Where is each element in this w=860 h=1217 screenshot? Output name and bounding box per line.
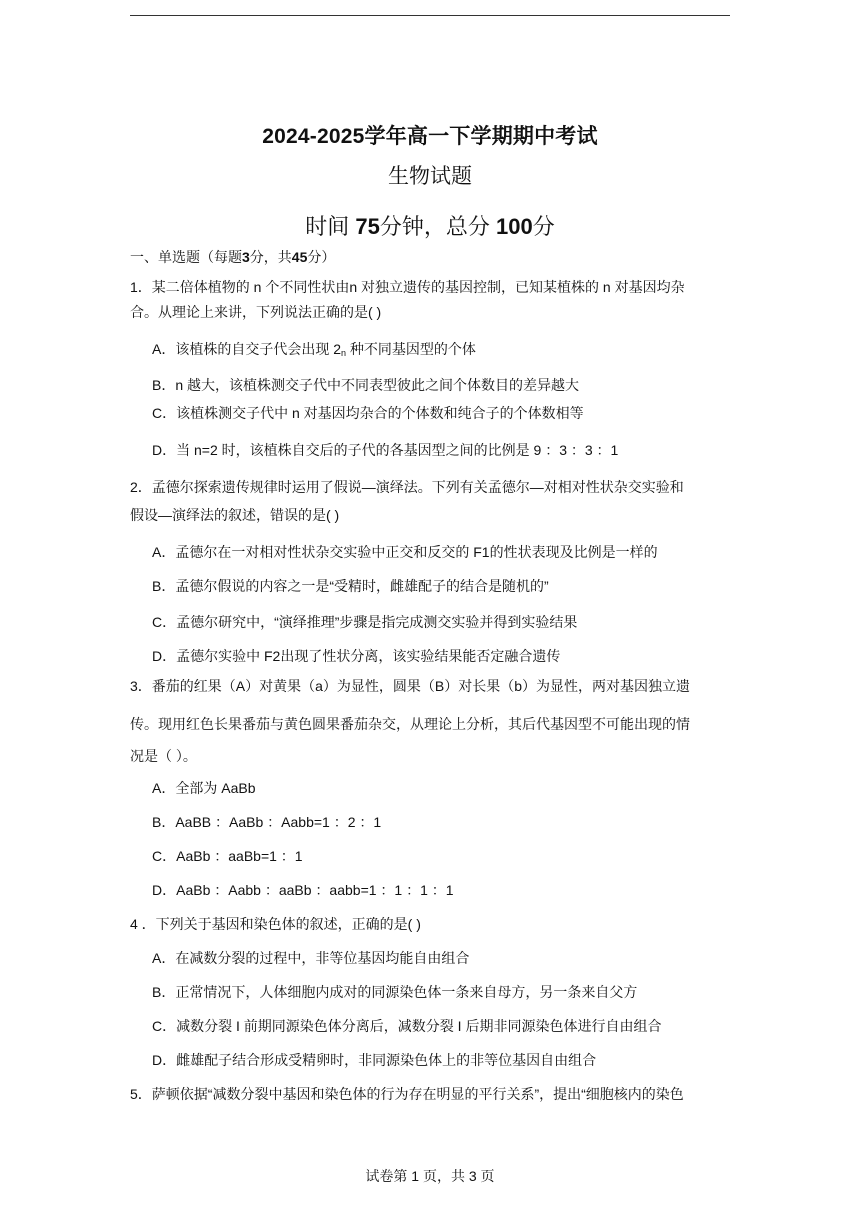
question-1-option-a [152,339,476,363]
top-rule [130,15,730,16]
question-1-option-d: D．当 n=2 时，该植株自交后的子代的各基因型之间的比例是 9 ：3 ：3 ：1 [152,442,619,458]
question-5-stem: 5．萨顿依据“减数分裂中基因和染色体的行为存在明显的平行关系”，提出“细胞核内的染色 [130,1086,684,1102]
question-1-stem-line-1: 1．某二倍体植物的 n 个不同性状由n 对独立遗传的基因控制，已知某植株的 n 对基因均杂 [130,279,685,295]
option-a-exponent: n [341,348,347,358]
question-3-stem-line-1: 3．番茄的红果（A）对黄果（a）为显性，圆果（B）对长果（b）为显性，两对基因独立遗 [130,678,691,694]
question-3-stem-line-3: 况是（ ）。 [130,748,197,764]
question-4-option-d: D．雌雄配子结合形成受精卵时，非同源染色体上的非等位基因自由组合 [152,1052,597,1068]
score-unit: 分 [532,214,555,239]
question-4-option-b: B．正常情况下，人体细胞内成对的同源染色体一条来自母方，另一条来自父方 [152,984,638,1000]
question-2-option-c: C．孟德尔研究中，“演绎推理”步骤是指完成测交实验并得到实验结果 [152,614,578,630]
time-prefix: 时间 [305,214,350,239]
exam-time-score [0,210,860,241]
option-a-tail: 种不同基因型的个体 [346,341,476,357]
question-3-stem-line-2: 传。现用红色长果番茄与黄色圆果番茄杂交，从理论上分析，其后代基因型不可能出现的情 [130,716,690,732]
question-2-stem-line-1: 2．孟德尔探索遗传规律时运用了假说—演绎法。下列有关孟德尔—对相对性状杂交实验和 [130,479,684,495]
question-1-option-b: B．n 越大，该植株测交子代中不同表型彼此之间个体数目的差异越大 [152,377,580,393]
question-3-option-c: C．AaBb ：aaBb=1 ：1 [152,848,303,864]
exam-title: 2024-2025学年高一下学期期中考试 [262,125,598,148]
time-unit: 分钟，总分 [379,214,490,239]
page-footer: 试卷第 1 页，共 3 页 [365,1168,495,1184]
option-a-text: A．该植株的自交子代会出现 2 [152,341,342,357]
question-1-stem-line-2: 合。从理论上来讲，下列说法正确的是( ) [130,304,382,320]
score-value: 100 [496,214,533,239]
question-4-option-a: A．在减数分裂的过程中，非等位基因均能自由组合 [152,950,470,966]
question-2-option-b: B．孟德尔假说的内容之一是“受精时，雌雄配子的结合是随机的” [152,578,549,594]
section-label: 一、单选题（每题 [130,249,242,265]
exam-subject: 生物试题 [388,165,472,188]
question-2-option-a: A．孟德尔在一对相对性状杂交实验中正交和反交的 F1的性状表现及比例是一样的 [152,544,658,560]
section-points: 3 [242,249,250,265]
section-end: 分） [307,249,336,265]
section-mid: 分，共 [249,249,292,265]
question-3-option-d: D．AaBb ：Aabb ：aaBb ：aabb=1 ：1 ：1 ：1 [152,882,454,898]
question-3-option-b: B．AaBB ：AaBb ：Aabb=1 ：2 ：1 [152,814,382,830]
question-4-option-c: C．减数分裂 I 前期同源染色体分离后，减数分裂 I 后期非同源染色体进行自由组合 [152,1018,662,1034]
question-1-option-c: C．该植株测交子代中 n 对基因均杂合的个体数和纯合子的个体数相等 [152,405,584,421]
section-heading [130,247,335,267]
question-4-stem: 4 ．下列关于基因和染色体的叙述，正确的是( ) [130,916,421,932]
time-value: 75 [355,214,380,239]
section-total: 45 [291,249,308,265]
question-2-stem-line-2: 假设—演绎法的叙述，错误的是( ) [130,507,340,523]
question-2-option-d: D．孟德尔实验中 F2出现了性状分离，该实验结果能否定融合遗传 [152,648,561,664]
question-3-option-a: A．全部为 AaBb [152,780,256,796]
